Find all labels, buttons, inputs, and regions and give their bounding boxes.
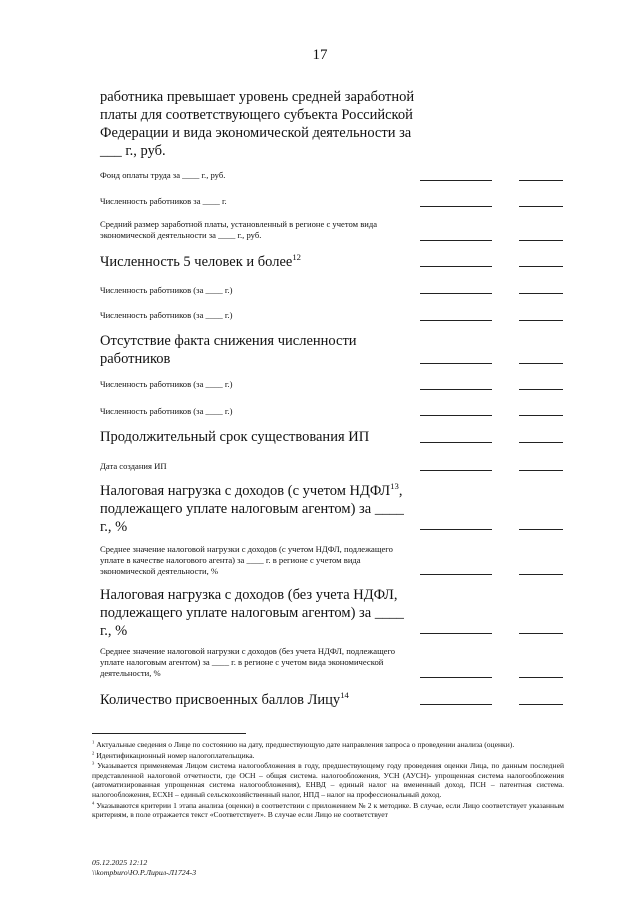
page-number: 17	[312, 47, 328, 63]
footnotes	[92, 740, 564, 821]
row-ip-creation-date: Дата создания ИП	[100, 461, 167, 471]
row-headcount-year-2: Численность работников (за ____ г.)	[100, 310, 233, 320]
value-line-1	[420, 415, 492, 416]
value-line-2	[519, 677, 563, 678]
row-tax-burden-without-ndfl: Налоговая нагрузка с доходов (без учета НДФЛ, подлежащего уплате налоговым агентом) за ____ г., %	[100, 587, 404, 639]
value-line-1	[420, 363, 492, 364]
value-line-2	[519, 266, 563, 267]
row-headcount-year-4: Численность работников (за ____ г.)	[100, 406, 233, 416]
footnote-divider	[92, 733, 246, 734]
value-line-2	[519, 206, 563, 207]
value-line-2	[519, 389, 563, 390]
value-line-2	[519, 704, 563, 705]
value-line-2	[519, 293, 563, 294]
intro-text: работника превышает уровень средней заработной платы для соответствующего субъекта Российской Федерации и вида экономической деятельности за ___ г., руб.	[100, 89, 415, 159]
row-tax-burden-with-ndfl: Налоговая нагрузка с доходов (с учетом НДФЛ$^{13}$, подлежащего уплате налоговым агентом) за ____ г., %	[100, 481, 404, 535]
value-line-1	[420, 574, 492, 575]
row-assigned-points: Количество присвоенных баллов Лицу$^{14}$	[100, 690, 349, 708]
footnote-3: $^3$ Указывается применяемая Лицом система налогообложения в году, предшествующему году проведения оценки Лица, по данным последней представленной налоговой отчетности, где ОСН – общая система. налогообложения, УСН (АУСН)- упрощенная система налогообложения (автоматизированная упрощенная система налогообложения), ЕНВД – единый налог на вмененный доход, ПСН – патентная система. налогообложения, ЕСХН – единый сельскохозяйственный налог, НПД – налог на профессиональный доход.	[92, 760, 565, 799]
row-avg-salary-region: Средний размер заработной платы, установленный в регионе с учетом вида экономической деятельности за ____ г., руб.	[100, 219, 378, 240]
footnote-4: $^4$ Указываются критерии 1 этапа анализа (оценки) в соответствии с приложением № 2 к методике. В случае, если Лицо соответствует указанным критериям, в поле отражается текст «Соответствует». В случае если Лицо не соответствует	[92, 800, 564, 820]
value-line-2	[519, 442, 563, 443]
value-line-2	[519, 320, 563, 321]
print-stamp	[92, 858, 196, 877]
row-avg-tax-burden-without-ndfl: Среднее значение налоговой нагрузки с доходов (без учета НДФЛ, подлежащего уплате налоговым агентом) за ____ г. в регионе с учетом вида экономической деятельности, %	[100, 646, 396, 678]
row-headcount: Численность работников за ____ г.	[100, 196, 227, 206]
value-line-2	[519, 180, 563, 181]
value-line-1	[420, 180, 492, 181]
value-line-1	[420, 293, 492, 294]
value-line-1	[420, 240, 492, 241]
value-line-1	[420, 470, 492, 471]
row-avg-tax-burden-with-ndfl: Среднее значение налоговой нагрузки с доходов (с учетом НДФЛ, подлежащего уплате в качестве налогового агента) за ____ г. в регионе с учетом вида экономической деятельности, %	[100, 544, 393, 576]
value-line-2	[519, 240, 563, 241]
value-line-2	[519, 415, 563, 416]
stamp-date: 05.12.2025 12:12	[92, 858, 148, 867]
value-line-1	[420, 529, 492, 530]
row-headcount-5-plus: Численность 5 человек и более$^{12}$	[100, 252, 302, 270]
footnote-ref: 12	[292, 252, 302, 263]
row-headcount-year-1: Численность работников (за ____ г.)	[100, 285, 233, 295]
value-line-1	[420, 442, 492, 443]
value-line-1	[420, 633, 492, 634]
row-payroll-fund: Фонд оплаты труда за ____ г., руб.	[100, 170, 226, 180]
value-line-2	[519, 633, 563, 634]
stamp-path: \\kompburo\Ю.Р.Лирил-Л1724-3	[92, 867, 197, 877]
value-line-2	[519, 574, 563, 575]
value-line-2	[519, 470, 563, 471]
row-ip-long-existence: Продолжительный срок существования ИП	[100, 429, 370, 445]
value-line-1	[420, 704, 492, 705]
row-no-headcount-decline: Отсутствие факта снижения численности работников	[100, 333, 357, 367]
value-line-1	[420, 206, 492, 207]
footnote-1: $^1$ Актуальные сведения о Лице по состоянию на дату, предшествующую дате направления запроса о проведении анализа (оценки).	[92, 739, 515, 749]
footnote-ref: 13	[390, 481, 399, 492]
value-line-1	[420, 389, 492, 390]
footnote-ref: 14	[340, 690, 349, 701]
value-line-2	[519, 363, 563, 364]
footnote-2: $^2$ Идентификационный номер налогоплательщика.	[92, 750, 255, 760]
value-line-1	[420, 677, 492, 678]
value-line-1	[420, 266, 492, 267]
value-line-1	[420, 320, 492, 321]
row-headcount-year-3: Численность работников (за ____ г.)	[100, 379, 233, 389]
value-line-2	[519, 529, 563, 530]
